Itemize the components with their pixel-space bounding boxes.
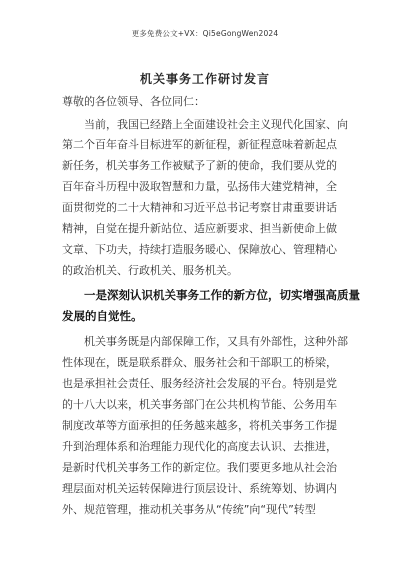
document-title: 机关事务工作研讨发言 xyxy=(139,72,270,86)
para2-line-4: 的十八大以来，机关事务部门在公共机构节能、公务用车 xyxy=(62,398,337,411)
para1-line-3: 新任务，机关事务工作被赋予了新的使命，我们要从党的 xyxy=(62,159,337,172)
para2-line-7: 是新时代机关事务工作的新定位。我们要更多地从社会治 xyxy=(62,461,337,474)
greeting: 尊敬的各位领导、各位同仁： xyxy=(62,95,205,108)
para1-line-8: 的政治机关、行政机关、服务机关。 xyxy=(62,264,238,277)
para2-line-2: 性体现在，既是联系群众、服务社会和干部职工的桥梁， xyxy=(62,356,337,369)
para1-line-1: 当前，我国已经踏上全面建设社会主义现代化国家、向 xyxy=(84,118,348,131)
para2-line-9: 外、规范管理，推动机关事务从“传统”向“现代”转型 xyxy=(62,503,316,516)
heading1-line-2: 发展的自觉性。 xyxy=(62,309,143,323)
para2-line-3: 也是承担社会责任、服务经济社会发展的平台。特别是党 xyxy=(62,377,337,390)
para2-line-5: 制度改革等方面承担的任务越来越多，将机关事务工作提 xyxy=(62,419,337,432)
para2-line-8: 理层面对机关运转保障进行顶层设计、系统筹划、协调内 xyxy=(62,482,337,495)
para2-line-1: 机关事务既是内部保障工作，又具有外部性，这种外部 xyxy=(84,335,348,348)
para2-line-6: 升到治理体系和治理能力现代化的高度去认识、去推进， xyxy=(62,440,337,453)
para1-line-6: 精神，自觉在提升新站位、适应新要求、担当新使命上做 xyxy=(62,222,337,235)
para1-line-5: 面贯彻党的二十大精神和习近平总书记考察甘肃重要讲话 xyxy=(62,201,337,214)
para1-line-2: 第二个百年奋斗目标进军的新征程，新征程意味着新起点 xyxy=(62,138,337,151)
heading1-line-1: 一是深刻认识机关事务工作的新方位，切实增强高质量 xyxy=(84,288,360,302)
header-note: 更多免费公文+VX：Qi5eGongWen2024 xyxy=(131,29,279,38)
para1-line-7: 文章、下功夫，持续打造服务暖心、保障放心、管理精心 xyxy=(62,243,337,256)
para1-line-4: 百年奋斗历程中汲取智慧和力量，弘扬伟大建党精神，全 xyxy=(62,180,337,193)
